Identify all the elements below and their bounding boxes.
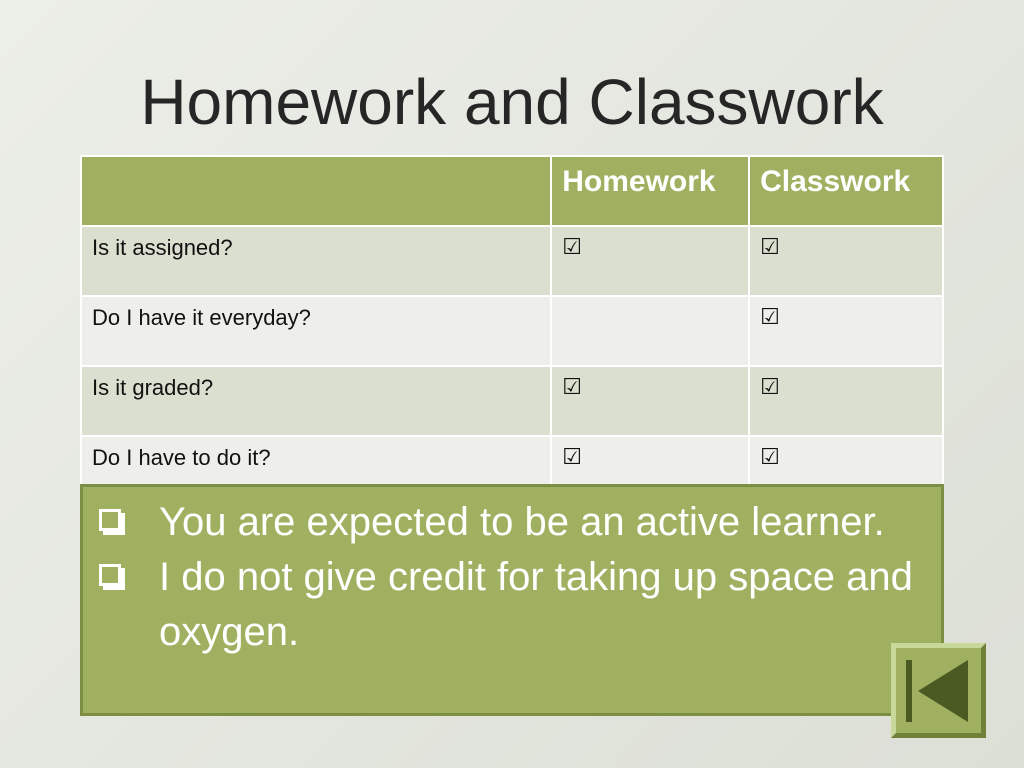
homework-check-icon: ☑ bbox=[551, 366, 749, 436]
homework-check-icon: ☑ bbox=[551, 436, 749, 506]
table-row bbox=[81, 366, 943, 436]
table-row bbox=[81, 296, 943, 366]
row-question: Do I have to do it? bbox=[81, 436, 551, 506]
back-button[interactable] bbox=[891, 643, 986, 738]
checkbox-bullet-icon bbox=[99, 509, 121, 531]
bullet-item bbox=[99, 495, 921, 550]
checkbox-bullet-icon bbox=[99, 564, 121, 586]
table-header-classwork: Classwork bbox=[749, 156, 943, 226]
table-header-row bbox=[81, 156, 943, 226]
row-question: Is it graded? bbox=[81, 366, 551, 436]
classwork-check-icon: ☑ bbox=[749, 226, 943, 296]
bullet-text: I do not give credit for taking up space and oxygen. bbox=[159, 555, 913, 654]
classwork-check-icon: ☑ bbox=[749, 296, 943, 366]
bullet-text: You are expected to be an active learner. bbox=[159, 500, 885, 544]
table-row bbox=[81, 226, 943, 296]
table-header-homework: Homework bbox=[551, 156, 749, 226]
bullet-item bbox=[99, 550, 921, 660]
classwork-check-icon: ☑ bbox=[749, 436, 943, 506]
slide-title: Homework and Classwork bbox=[140, 66, 884, 138]
comparison-table bbox=[80, 155, 944, 507]
homework-check-icon bbox=[551, 296, 749, 366]
bullet-box bbox=[80, 484, 944, 716]
row-question: Do I have it everyday? bbox=[81, 296, 551, 366]
homework-check-icon: ☑ bbox=[551, 226, 749, 296]
triangle-left-icon bbox=[896, 648, 981, 733]
row-question: Is it assigned? bbox=[81, 226, 551, 296]
table-header-empty bbox=[81, 156, 551, 226]
classwork-check-icon: ☑ bbox=[749, 366, 943, 436]
